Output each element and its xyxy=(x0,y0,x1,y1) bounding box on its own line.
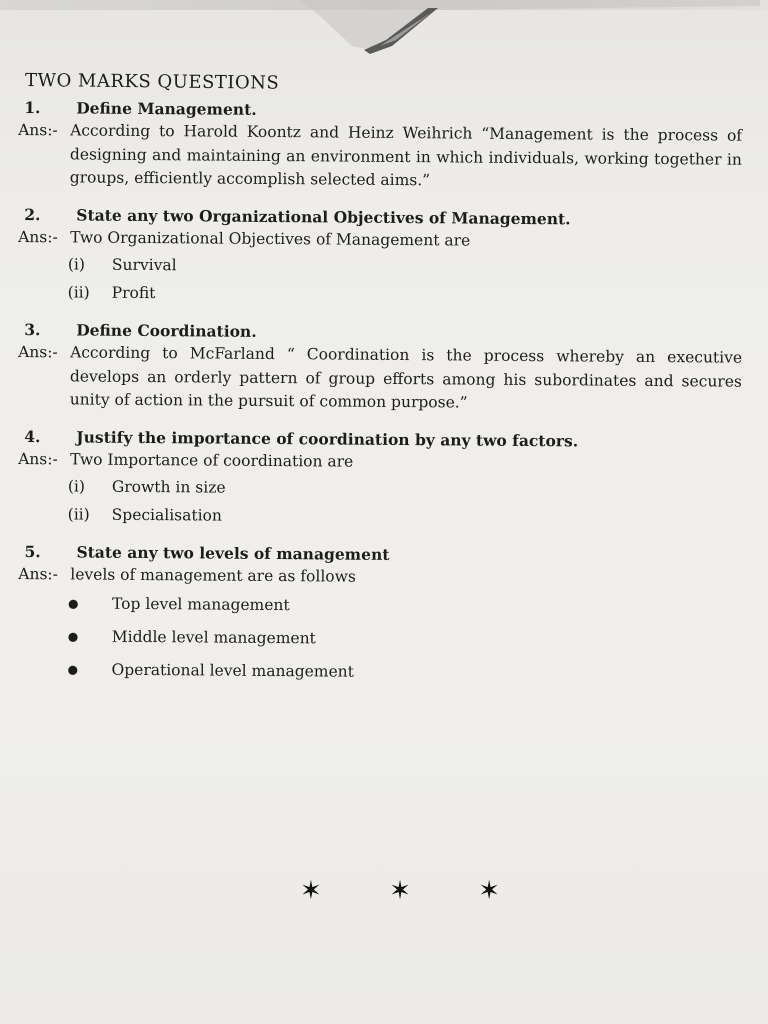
bullet-text: Operational level management xyxy=(111,660,355,681)
bullet-text: Middle level management xyxy=(111,627,316,647)
question-number: 3. xyxy=(24,320,41,340)
question-text: State any two levels of management xyxy=(76,542,390,564)
answer-text: According to McFarland “ Coordination is the process whereby an executive develops an orderly pattern of group efforts among his subordinates and secures unity of action in the pursuit of common purpose.” xyxy=(69,343,743,412)
qa-item-4 xyxy=(18,426,749,533)
bullet-icon: ● xyxy=(68,595,79,610)
list-text: Survival xyxy=(111,254,177,274)
question-number: 2. xyxy=(24,204,41,224)
list-text: Specialisation xyxy=(111,504,222,524)
bullet-icon: ● xyxy=(67,661,79,676)
bullet-item xyxy=(17,652,747,691)
list-text: Profit xyxy=(111,282,156,302)
star-icon: ✶ xyxy=(389,876,411,906)
answer-text: Two Importance of coordination are xyxy=(70,449,354,471)
list-item xyxy=(18,499,748,533)
answer-text: According to Harold Koontz and Heinz Weihrich “Management is the process of designing and maintaining an environment in which individuals, working together in groups, efficiently accomplish selected aims.” xyxy=(69,121,743,190)
answer-label: Ans:- xyxy=(18,121,58,140)
question-number: 1. xyxy=(24,98,41,118)
answer-row xyxy=(18,341,749,417)
qa-item-3 xyxy=(18,319,749,417)
star-icon: ✶ xyxy=(300,876,322,906)
list-marker: (ii) xyxy=(67,282,90,301)
list-marker: (i) xyxy=(67,476,86,495)
question-number: 5. xyxy=(24,542,41,562)
qa-item-5 xyxy=(17,541,748,691)
answer-text: levels of management are as follows xyxy=(70,565,356,586)
answer-label: Ans:- xyxy=(18,343,58,362)
bullet-text: Top level management xyxy=(112,594,290,614)
star-icon: ✶ xyxy=(478,876,500,906)
qa-item-2 xyxy=(18,204,749,311)
question-number: 4. xyxy=(24,426,41,446)
page-heading: TWO MARKS QUESTIONS xyxy=(24,70,280,94)
question-text: Justify the importance of coordination by any two factors. xyxy=(76,426,579,450)
end-marks xyxy=(300,876,500,906)
qa-item-1 xyxy=(18,97,749,195)
question-text: Define Management. xyxy=(76,98,257,119)
answer-label: Ans:- xyxy=(18,565,58,584)
list-marker: (i) xyxy=(67,254,86,273)
answer-label: Ans:- xyxy=(18,449,58,468)
answer-label: Ans:- xyxy=(18,227,58,246)
question-text: State any two Organizational Objectives of Management. xyxy=(76,204,571,228)
list-item xyxy=(18,277,748,311)
list-text: Growth in size xyxy=(111,476,226,496)
answer-row xyxy=(18,119,749,195)
list-marker: (ii) xyxy=(67,504,90,523)
question-text: Define Coordination. xyxy=(76,320,257,341)
bullet-icon: ● xyxy=(67,628,79,643)
content-area xyxy=(18,70,748,700)
answer-text: Two Organizational Objectives of Management are xyxy=(70,227,471,250)
header-decoration xyxy=(0,0,768,60)
